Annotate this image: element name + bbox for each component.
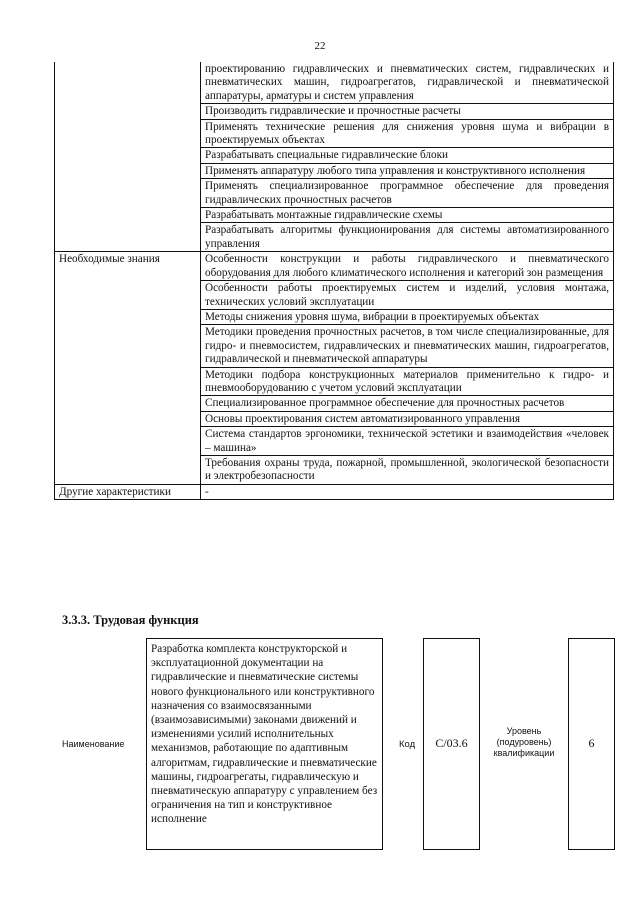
requirements-table — [54, 62, 614, 500]
empty-label-cell — [55, 62, 201, 104]
knowledge-label: Необходимые знания — [55, 252, 201, 485]
knowledge-item: Особенности работы проектируемых систем и изделий, условия монтажа, технических условий эксплуатации — [201, 281, 614, 310]
knowledge-item: Система стандартов эргономики, технической эстетики и взаимодействия «человек – машина» — [201, 427, 614, 456]
table-row — [55, 484, 614, 499]
skill-item: Применять аппаратуру любого типа управления и конструктивного исполнения — [201, 163, 614, 178]
table-row — [55, 252, 614, 281]
other-characteristics-label: Другие характеристики — [55, 484, 201, 499]
table-row — [55, 163, 614, 178]
skill-item: Производить гидравлические и прочностные расчеты — [201, 104, 614, 119]
table-row — [55, 223, 614, 252]
skill-item: Разрабатывать монтажные гидравлические схемы — [201, 208, 614, 223]
other-characteristics-value: - — [201, 484, 614, 499]
skill-item: Применять специализированное программное обеспечение для проведения гидравлических прочностных расчетов — [201, 179, 614, 208]
knowledge-item: Методики подбора конструкционных материалов применительно к гидро- и пневмооборудованию с учетом условий эксплуатации — [201, 367, 614, 396]
table-row — [55, 148, 614, 163]
table-row — [55, 179, 614, 208]
table-row — [55, 208, 614, 223]
function-name-box: Разработка комплекта конструкторской и эксплуатационной документации на гидравлические и пневматические системы нового функционального или конструктивного назначения со взаимосвязанными (взаимозависимыми) законами движений и изменениями усилий исполнительных механизмов, работающие по адаптивным алгоритмам, гидравлические и пневматические машины, гидроагрегаты, гидравлическую и пневматическую аппаратуру с управлением без ограничения на тип и конструктивное исполнение — [146, 638, 383, 850]
code-value-box: C/03.6 — [423, 638, 480, 850]
knowledge-item: Методы снижения уровня шума, вибрации в проектируемых объектах — [201, 309, 614, 324]
page-number: 22 — [314, 40, 326, 52]
knowledge-item: Требования охраны труда, пожарной, промышленной, экологической безопасности и электробезопасности — [201, 455, 614, 484]
table-row — [55, 62, 614, 104]
qualification-level-label: Уровень (подуровень) квалификации — [493, 726, 555, 758]
knowledge-item: Особенности конструкции и работы гидравлического и пневматического оборудования для любого климатического исполнения и категорий зон размещения — [201, 252, 614, 281]
code-label: Код — [399, 739, 416, 750]
knowledge-item: Методики проведения прочностных расчетов, в том числе специализированные, для гидро- и пневмосистем, гидравлических и пневматических машин, гидроагрегатов, гидравлической и пневматической аппаратуры — [201, 325, 614, 367]
skill-item: Разрабатывать специальные гидравлические блоки — [201, 148, 614, 163]
name-label: Наименование — [62, 739, 125, 749]
skill-item: Разрабатывать алгоритмы функционирования для системы автоматизированного управления — [201, 223, 614, 252]
section-title: 3.3.3. Трудовая функция — [62, 613, 199, 627]
qualification-level-box: 6 — [568, 638, 615, 850]
skill-item: проектированию гидравлических и пневматических систем, гидравлических и пневматических машин, гидроагрегатов, гидравлической и пневматической аппаратуры, арматуры и систем управления — [201, 62, 614, 104]
knowledge-item: Основы проектирования систем автоматизированного управления — [201, 411, 614, 426]
skill-item: Применять технические решения для снижения уровня шума и вибрации в проектируемых объектах — [201, 119, 614, 148]
knowledge-item: Специализированное программное обеспечение для прочностных расчетов — [201, 396, 614, 411]
table-row — [55, 104, 614, 119]
table-row — [55, 119, 614, 148]
